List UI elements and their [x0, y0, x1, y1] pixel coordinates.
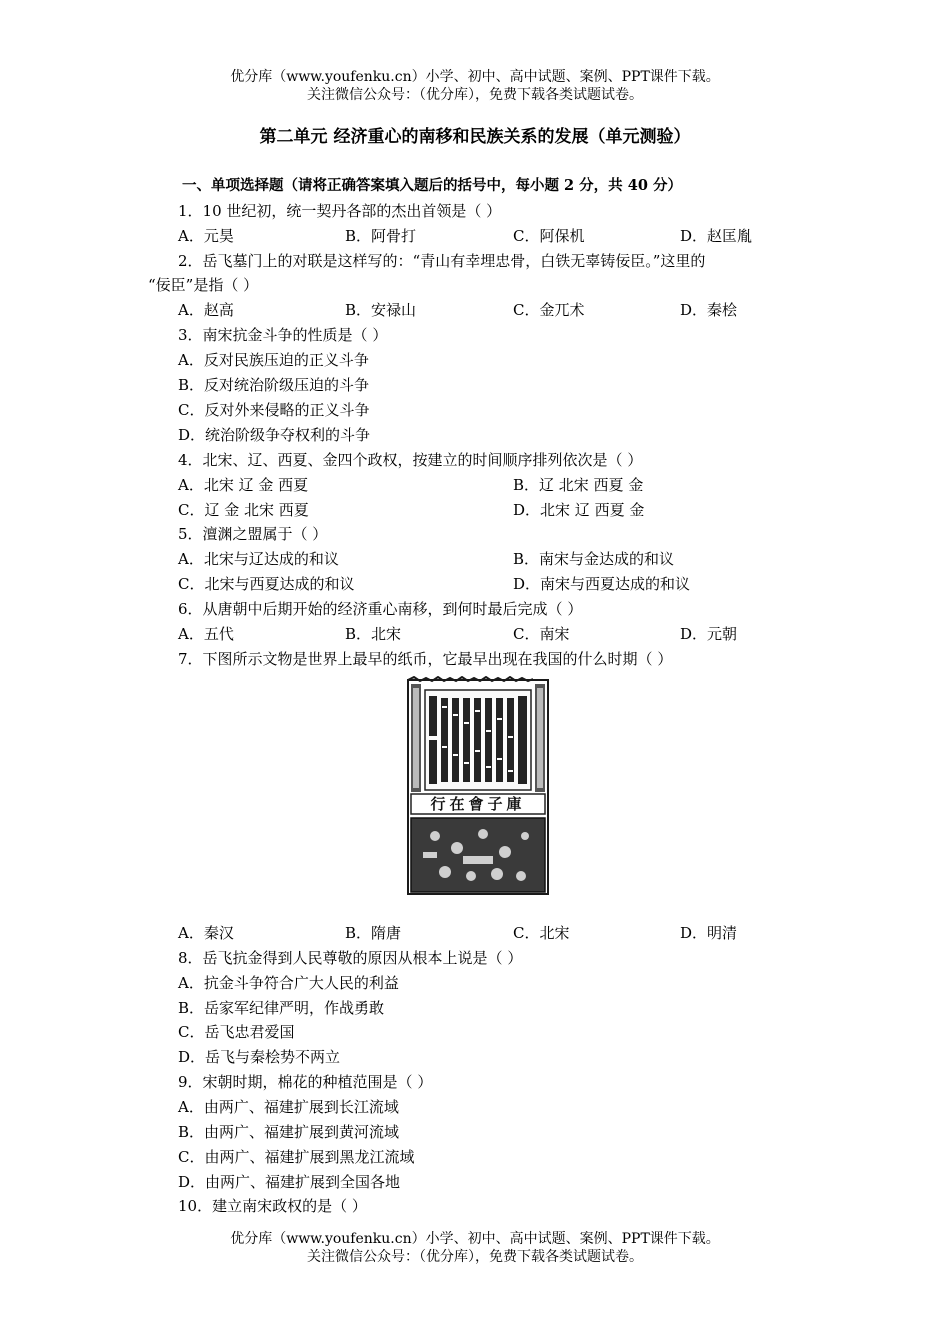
q8-option-d: D．岳飞与秦桧势不两立	[178, 1048, 341, 1066]
q9-option-d: D．由两广、福建扩展到全国各地	[178, 1173, 401, 1191]
question-3-stem: 3．南宋抗金斗争的性质是（ ）	[178, 326, 388, 344]
q7-option-b: B．隋唐	[345, 924, 402, 942]
q7-option-c: C．北宋	[513, 924, 570, 942]
q6-option-b: B．北宋	[345, 625, 402, 643]
q9-option-b: B．由两广、福建扩展到黄河流域	[178, 1123, 400, 1141]
q4-option-b: B．辽 北宋 西夏 金	[513, 476, 644, 494]
q2-option-b: B．安禄山	[345, 301, 417, 319]
q7-option-a: A．秦汉	[178, 924, 234, 942]
question-7-stem: 7．下图所示文物是世界上最早的纸币，它最早出现在我国的什么时期（ ）	[178, 650, 673, 668]
paper-money-figure	[405, 676, 551, 898]
page-footer-line1: 优分库（www.youfenku.cn）小学、初中、高中试题、案例、PPT课件下载。	[230, 1231, 720, 1247]
q2-option-a: A．赵高	[178, 301, 234, 319]
figure-caption: 行在會子庫	[430, 795, 526, 813]
q5-option-c: C．北宋与西夏达成的和议	[178, 575, 355, 593]
q4-option-d: D．北宋 辽 西夏 金	[513, 501, 645, 519]
q3-option-b: B．反对统治阶级压迫的斗争	[178, 376, 370, 394]
q6-option-c: C．南宋	[513, 625, 570, 643]
q2-option-d: D．秦桧	[680, 301, 738, 319]
q5-option-d: D．南宋与西夏达成的和议	[513, 575, 691, 593]
q3-option-d: D．统治阶级争夺权利的斗争	[178, 426, 371, 444]
q8-option-a: A．抗金斗争符合广大人民的利益	[178, 974, 399, 992]
page-header-line1: 优分库（www.youfenku.cn）小学、初中、高中试题、案例、PPT课件下载。	[230, 69, 720, 85]
question-9-stem: 9．宋朝时期，棉花的种植范围是（ ）	[178, 1073, 433, 1091]
q1-option-b: B．阿骨打	[345, 227, 417, 245]
q2-option-c: C．金兀术	[513, 301, 585, 319]
question-6-stem: 6．从唐朝中后期开始的经济重心南移，到何时最后完成（ ）	[178, 600, 583, 618]
q4-option-a: A．北宋 辽 金 西夏	[178, 476, 309, 494]
question-8-stem: 8．岳飞抗金得到人民尊敬的原因从根本上说是（ ）	[178, 949, 523, 967]
q9-option-a: A．由两广、福建扩展到长江流域	[178, 1098, 399, 1116]
q1-option-c: C．阿保机	[513, 227, 585, 245]
document-title: 第二单元 经济重心的南移和民族关系的发展（单元测验）	[259, 127, 691, 147]
question-2-stem: 2．岳飞墓门上的对联是这样写的：“青山有幸埋忠骨，白铁无辜铸佞臣。”这里的	[178, 252, 706, 270]
page-footer-line2: 关注微信公众号：（优分库），免费下载各类试题试卷。	[307, 1249, 643, 1265]
section-heading: 一、单项选择题（请将正确答案填入题后的括号中，每小题 2 分，共 40 分）	[182, 177, 682, 194]
question-4-stem: 4．北宋、辽、西夏、金四个政权，按建立的时间顺序排列依次是（ ）	[178, 451, 643, 469]
question-2-stem-cont: “佞臣”是指（ ）	[148, 276, 259, 294]
q8-option-c: C．岳飞忠君爱国	[178, 1023, 295, 1041]
q1-option-d: D．赵匡胤	[680, 227, 753, 245]
question-1-stem: 1．10 世纪初，统一契丹各部的杰出首领是（ ）	[178, 202, 502, 220]
q6-option-d: D．元朝	[680, 625, 738, 643]
q9-option-c: C．由两广、福建扩展到黑龙江流域	[178, 1148, 415, 1166]
q7-option-d: D．明清	[680, 924, 738, 942]
q3-option-a: A．反对民族压迫的正义斗争	[178, 351, 369, 369]
q8-option-b: B．岳家军纪律严明，作战勇敢	[178, 999, 385, 1017]
page-header-line2: 关注微信公众号：（优分库），免费下载各类试题试卷。	[307, 87, 643, 103]
q4-option-c: C．辽 金 北宋 西夏	[178, 501, 309, 519]
q5-option-b: B．南宋与金达成的和议	[513, 550, 675, 568]
question-5-stem: 5．澶渊之盟属于（ ）	[178, 525, 328, 543]
question-10-stem: 10．建立南宋政权的是（ ）	[178, 1197, 367, 1215]
q1-option-a: A．元昊	[178, 227, 234, 245]
q5-option-a: A．北宋与辽达成的和议	[178, 550, 339, 568]
q6-option-a: A．五代	[178, 625, 234, 643]
q3-option-c: C．反对外来侵略的正义斗争	[178, 401, 370, 419]
